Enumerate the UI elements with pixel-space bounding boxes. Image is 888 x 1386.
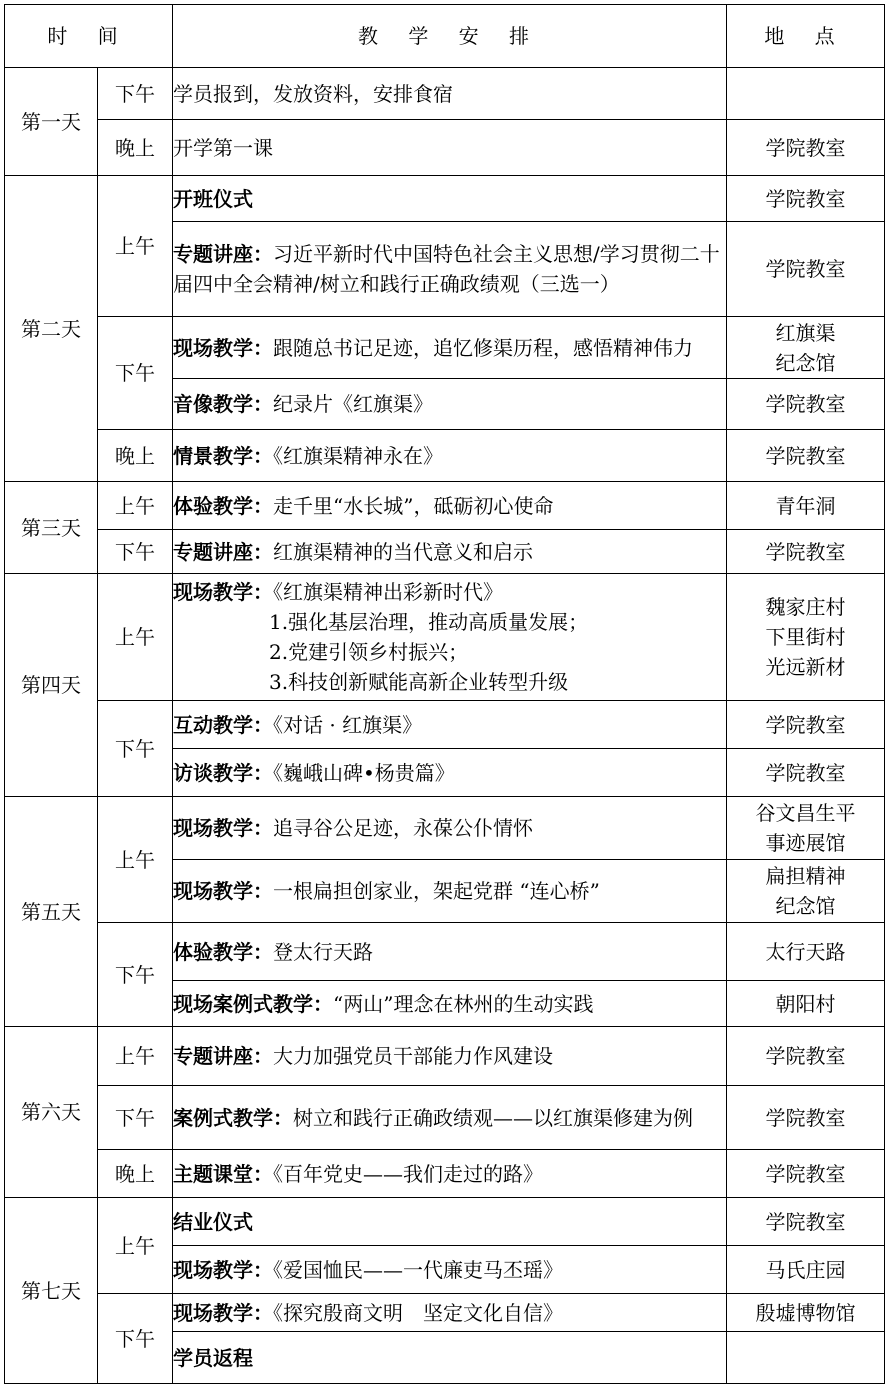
activity-cell (173, 1150, 727, 1198)
schedule-table (4, 4, 885, 1384)
activity-text: “两山”理念在林州的生动实践 (333, 991, 594, 1016)
activity-cell (173, 860, 727, 923)
activity-type: 音像教学： (173, 392, 274, 416)
activity-text: 《红旗渠精神出彩新时代》 (273, 580, 504, 604)
location-cell: 马氏庄园 (727, 1246, 885, 1294)
period-label: 晚上 (98, 430, 173, 482)
activity-type: 体验教学： (173, 939, 274, 964)
activity-cell (173, 176, 727, 222)
location-cell (727, 68, 885, 120)
activity-text: 《对话 · 红旗渠》 (273, 712, 423, 737)
table-row (5, 430, 885, 482)
day-label: 第七天 (5, 1198, 98, 1384)
activity-text: 《百年党史——我们走过的路》 (273, 1161, 544, 1186)
period-label: 上午 (98, 1027, 173, 1086)
day-label: 第三天 (5, 482, 98, 574)
table-row (5, 923, 885, 981)
period-label: 下午 (98, 317, 173, 430)
table-row (5, 1294, 885, 1332)
header-time: 时 间 (5, 5, 173, 68)
location-cell: 学院教室 (727, 430, 885, 482)
activity-type: 专题讲座： (173, 242, 274, 266)
location-cell: 学院教室 (727, 1198, 885, 1246)
location-cell: 学院教室 (727, 176, 885, 222)
activity-type: 专题讲座： (173, 539, 274, 564)
day-label: 第二天 (5, 176, 98, 482)
period-label: 下午 (98, 68, 173, 120)
activity-cell (173, 482, 727, 530)
activity-cell (173, 120, 727, 176)
period-label: 上午 (98, 797, 173, 923)
location-cell (727, 574, 885, 701)
activity-text: 学员报到，发放资料，安排食宿 (173, 81, 454, 106)
day-label: 第四天 (5, 574, 98, 797)
period-label: 上午 (98, 176, 173, 317)
table-row (5, 482, 885, 530)
table-row (5, 797, 885, 860)
period-label: 上午 (98, 482, 173, 530)
activity-text: 跟随总书记足迹，追忆修渠历程，感悟精神伟力 (273, 335, 694, 360)
location-cell: 学院教室 (727, 1027, 885, 1086)
table-row (5, 1198, 885, 1246)
activity-type: 互动教学： (173, 712, 274, 737)
activity-text: 《探究殷商文明 坚定文化自信》 (273, 1300, 564, 1325)
period-label: 上午 (98, 1198, 173, 1294)
table-row (5, 530, 885, 574)
location-cell: 学院教室 (727, 749, 885, 797)
activity-text: 一根扁担创家业，架起党群 “连心桥” (273, 879, 600, 903)
activity-cell (173, 1027, 727, 1086)
activity-text: 大力加强党员干部能力作风建设 (273, 1044, 554, 1068)
location-cell (727, 860, 885, 923)
table-row (5, 1027, 885, 1086)
period-label: 下午 (98, 923, 173, 1027)
activity-type: 现场教学： (173, 879, 274, 903)
location-cell: 学院教室 (727, 379, 885, 430)
day-label: 第六天 (5, 1027, 98, 1198)
activity-cell (173, 981, 727, 1027)
location-cell (727, 1332, 885, 1384)
activity-text: 开学第一课 (173, 135, 274, 160)
activity-type: 现场教学： (173, 335, 274, 360)
table-row (5, 574, 885, 701)
period-label: 下午 (98, 1294, 173, 1384)
activity-type: 体验教学： (173, 493, 274, 518)
activity-cell (173, 68, 727, 120)
activity-cell (173, 1198, 727, 1246)
list-item: 3.科技创新赋能高新企业转型升级 (269, 670, 569, 694)
day-label: 第五天 (5, 797, 98, 1027)
activity-cell (173, 430, 727, 482)
location-cell: 青年洞 (727, 482, 885, 530)
activity-text: 走千里“水长城”，砥砺初心使命 (273, 493, 554, 518)
activity-type: 现场教学： (173, 1257, 274, 1282)
location-cell: 殷墟博物馆 (727, 1294, 885, 1332)
location-cell: 学院教室 (727, 1086, 885, 1150)
activity-type: 学员返程 (173, 1345, 254, 1370)
list-item: 2.党建引领乡村振兴； (269, 640, 469, 664)
header-location: 地 点 (727, 5, 885, 68)
activity-text: 树立和践行正确政绩观——以红旗渠修建为例 (293, 1105, 694, 1130)
location-text: 魏家庄村 下里街村 光远新材 (765, 595, 846, 679)
table-row (5, 120, 885, 176)
activity-text: 《巍峨山碑•杨贵篇》 (273, 760, 455, 785)
activity-type: 情景教学： (173, 443, 274, 468)
location-cell (727, 797, 885, 860)
activity-type: 结业仪式 (173, 1209, 254, 1234)
location-cell: 学院教室 (727, 701, 885, 749)
table-row (5, 701, 885, 749)
day-label: 第一天 (5, 68, 98, 176)
activity-type: 专题讲座： (173, 1044, 274, 1068)
activity-cell (173, 530, 727, 574)
activity-cell (173, 701, 727, 749)
activity-cell (173, 379, 727, 430)
table-row (5, 1086, 885, 1150)
activity-text: 习近平新时代中国特色社会主义思想/学习贯彻二十届四中全会精神/树立和践行正确政绩观（三选一） (173, 242, 720, 296)
period-label: 晚上 (98, 120, 173, 176)
activity-type: 现场教学： (173, 816, 274, 840)
activity-cell (173, 1086, 727, 1150)
period-label: 晚上 (98, 1150, 173, 1198)
activity-cell (173, 923, 727, 981)
activity-cell (173, 1294, 727, 1332)
activity-type: 访谈教学： (173, 760, 274, 785)
activity-text: 《红旗渠精神永在》 (273, 443, 444, 468)
period-label: 下午 (98, 1086, 173, 1150)
location-text: 扁担精神 纪念馆 (765, 864, 846, 918)
activity-type: 案例式教学： (173, 1105, 294, 1130)
activity-cell (173, 1332, 727, 1384)
activity-text: 登太行天路 (273, 939, 374, 964)
activity-cell (173, 317, 727, 379)
activity-cell (173, 574, 727, 701)
table-row (5, 1150, 885, 1198)
location-cell: 学院教室 (727, 222, 885, 317)
list-item: 1.强化基层治理，推动高质量发展； (269, 610, 589, 634)
location-cell: 学院教室 (727, 1150, 885, 1198)
header-arrangement: 教 学 安 排 (173, 5, 727, 68)
activity-type: 现场教学： (173, 580, 274, 604)
activity-type: 主题课堂： (173, 1161, 274, 1186)
table-row (5, 176, 885, 222)
activity-text: 纪录片《红旗渠》 (273, 392, 434, 416)
location-cell: 学院教室 (727, 530, 885, 574)
activity-text: 《爱国恤民——一代廉吏马丕瑶》 (273, 1257, 564, 1282)
location-cell: 学院教室 (727, 120, 885, 176)
location-text: 谷文昌生平 事迹展馆 (755, 801, 856, 855)
table-row (5, 68, 885, 120)
table-row (5, 317, 885, 379)
activity-text: 追寻谷公足迹，永葆公仆情怀 (273, 816, 534, 840)
activity-cell (173, 749, 727, 797)
period-label: 下午 (98, 701, 173, 797)
activity-cell (173, 222, 727, 317)
location-cell: 朝阳村 (727, 981, 885, 1027)
location-text: 红旗渠 纪念馆 (775, 320, 836, 375)
activity-cell (173, 797, 727, 860)
activity-text: 红旗渠精神的当代意义和启示 (273, 539, 534, 564)
activity-type: 现场案例式教学： (173, 991, 334, 1016)
period-label: 上午 (98, 574, 173, 701)
period-label: 下午 (98, 530, 173, 574)
activity-type: 开班仪式 (173, 186, 254, 211)
header-row (5, 5, 885, 68)
location-cell: 太行天路 (727, 923, 885, 981)
activity-cell (173, 1246, 727, 1294)
activity-type: 现场教学： (173, 1300, 274, 1325)
location-cell (727, 317, 885, 379)
